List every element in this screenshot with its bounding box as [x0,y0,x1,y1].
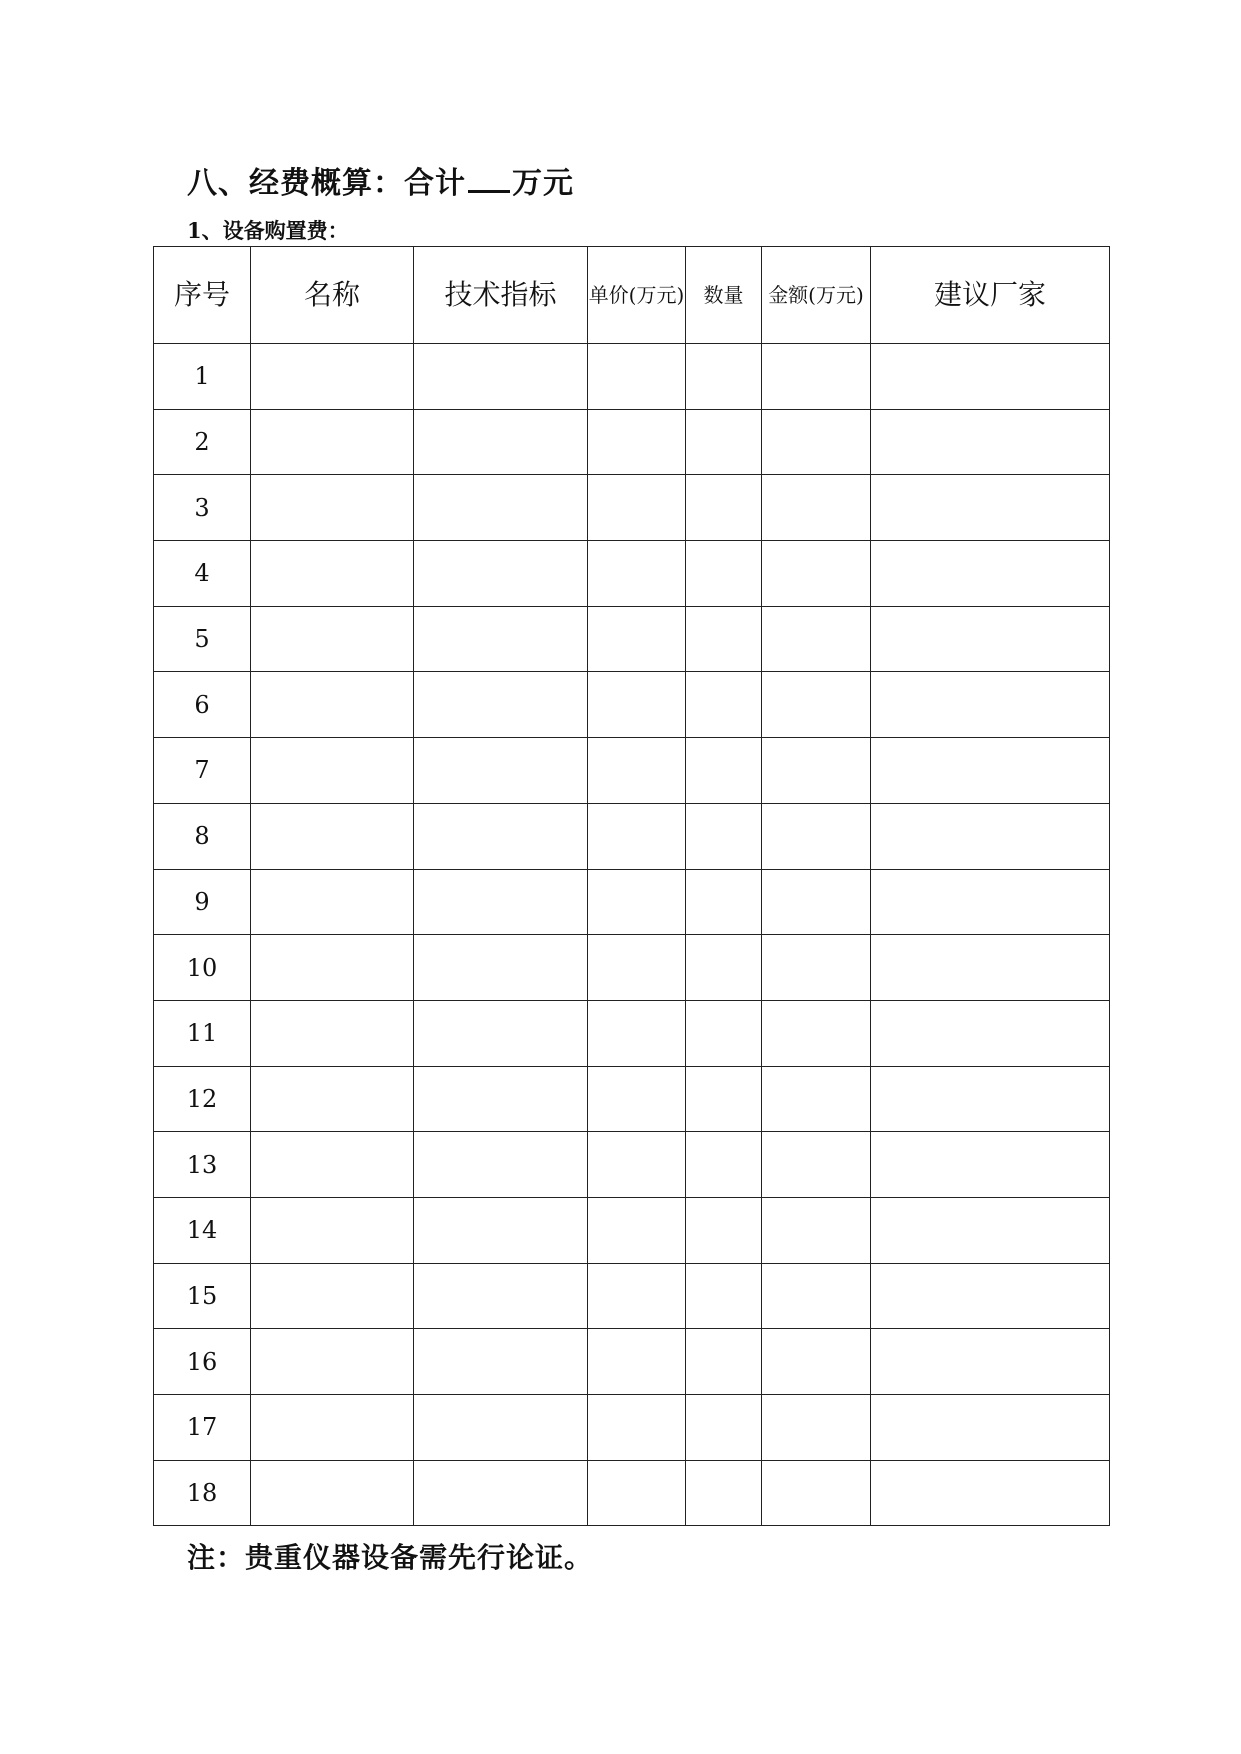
cell-name[interactable] [251,1066,414,1132]
cell-vendor[interactable] [871,1000,1110,1066]
cell-specs[interactable] [414,1000,588,1066]
cell-unit-price[interactable] [588,1132,686,1198]
cell-amount[interactable] [762,869,871,935]
cell-quantity[interactable] [686,1395,762,1461]
table-row [154,1000,1110,1066]
cell-vendor[interactable] [871,1263,1110,1329]
cell-name[interactable] [251,1197,414,1263]
cell-index: 12 [154,1066,251,1132]
cell-quantity[interactable] [686,1197,762,1263]
cell-index: 17 [154,1395,251,1461]
cell-unit-price[interactable] [588,1395,686,1461]
header-amount: 金额(万元) [762,247,871,344]
cell-vendor[interactable] [871,606,1110,672]
cell-vendor[interactable] [871,1395,1110,1461]
cell-name[interactable] [251,1132,414,1198]
table-row [154,803,1110,869]
cell-amount[interactable] [762,935,871,1001]
cell-specs[interactable] [414,1066,588,1132]
heading-prefix: 八、经费概算：合计 [187,166,466,201]
cell-specs[interactable] [414,541,588,607]
cell-amount[interactable] [762,541,871,607]
cell-index: 2 [154,409,251,475]
cell-specs[interactable] [414,606,588,672]
cell-amount[interactable] [762,1329,871,1395]
subsection-heading: 1、设备购置费： [187,218,349,243]
table-body [154,344,1110,1526]
cell-vendor[interactable] [871,869,1110,935]
cell-amount[interactable] [762,1395,871,1461]
cell-unit-price[interactable] [588,606,686,672]
cell-vendor[interactable] [871,738,1110,804]
cell-quantity[interactable] [686,935,762,1001]
cell-unit-price[interactable] [588,1066,686,1132]
cell-unit-price[interactable] [588,935,686,1001]
cell-vendor[interactable] [871,1197,1110,1263]
header-quantity: 数量 [686,247,762,344]
cell-index: 18 [154,1460,251,1526]
total-amount-blank [468,160,510,193]
cell-index: 3 [154,475,251,541]
equipment-purchase-table [153,246,1110,1526]
table-row [154,1197,1110,1263]
cell-name[interactable] [251,344,414,410]
cell-index: 11 [154,1000,251,1066]
cell-name[interactable] [251,409,414,475]
table-row [154,1132,1110,1198]
cell-name[interactable] [251,803,414,869]
cell-amount[interactable] [762,1066,871,1132]
cell-amount[interactable] [762,738,871,804]
cell-vendor[interactable] [871,803,1110,869]
cell-amount[interactable] [762,1132,871,1198]
cell-index: 6 [154,672,251,738]
cell-unit-price[interactable] [588,672,686,738]
cell-specs[interactable] [414,672,588,738]
cell-quantity[interactable] [686,1263,762,1329]
cell-vendor[interactable] [871,935,1110,1001]
table-row [154,738,1110,804]
cell-specs[interactable] [414,1197,588,1263]
cell-name[interactable] [251,869,414,935]
table-row [154,606,1110,672]
cell-quantity[interactable] [686,344,762,410]
cell-amount[interactable] [762,344,871,410]
cell-name[interactable] [251,606,414,672]
cell-specs[interactable] [414,803,588,869]
cell-quantity[interactable] [686,738,762,804]
table-row [154,869,1110,935]
cell-specs[interactable] [414,1460,588,1526]
cell-quantity[interactable] [686,803,762,869]
cell-unit-price[interactable] [588,541,686,607]
cell-name[interactable] [251,738,414,804]
cell-name[interactable] [251,672,414,738]
cell-vendor[interactable] [871,1132,1110,1198]
cell-quantity[interactable] [686,672,762,738]
cell-quantity[interactable] [686,1132,762,1198]
header-suggested-vendor: 建议厂家 [871,247,1110,344]
cell-unit-price[interactable] [588,738,686,804]
cell-quantity[interactable] [686,606,762,672]
cell-unit-price[interactable] [588,1460,686,1526]
cell-vendor[interactable] [871,1066,1110,1132]
cell-name[interactable] [251,1263,414,1329]
cell-specs[interactable] [414,409,588,475]
cell-name[interactable] [251,475,414,541]
table-row [154,1329,1110,1395]
header-name: 名称 [251,247,414,344]
cell-amount[interactable] [762,1263,871,1329]
table-row [154,1066,1110,1132]
cell-unit-price[interactable] [588,344,686,410]
table-row [154,344,1110,410]
cell-index: 4 [154,541,251,607]
cell-amount[interactable] [762,409,871,475]
heading-suffix: 万元 [512,166,574,201]
cell-specs[interactable] [414,869,588,935]
cell-specs[interactable] [414,1395,588,1461]
cell-vendor[interactable] [871,475,1110,541]
cell-unit-price[interactable] [588,1329,686,1395]
cell-name[interactable] [251,1329,414,1395]
cell-unit-price[interactable] [588,475,686,541]
table-row [154,475,1110,541]
cell-name[interactable] [251,1460,414,1526]
cell-unit-price[interactable] [588,409,686,475]
cell-quantity[interactable] [686,1000,762,1066]
cell-amount[interactable] [762,1460,871,1526]
cell-name[interactable] [251,541,414,607]
cell-index: 14 [154,1197,251,1263]
cell-index: 9 [154,869,251,935]
cell-index: 1 [154,344,251,410]
cell-name[interactable] [251,1000,414,1066]
cell-unit-price[interactable] [588,1197,686,1263]
cell-quantity[interactable] [686,1066,762,1132]
header-specs: 技术指标 [414,247,588,344]
table-row [154,541,1110,607]
cell-index: 5 [154,606,251,672]
cell-index: 13 [154,1132,251,1198]
cell-name[interactable] [251,1395,414,1461]
cell-amount[interactable] [762,1197,871,1263]
cell-vendor[interactable] [871,344,1110,410]
cell-specs[interactable] [414,1263,588,1329]
cell-index: 15 [154,1263,251,1329]
cell-specs[interactable] [414,344,588,410]
table-row [154,672,1110,738]
table-row [154,409,1110,475]
cell-index: 10 [154,935,251,1001]
cell-index: 16 [154,1329,251,1395]
table-row [154,935,1110,1001]
cell-quantity[interactable] [686,541,762,607]
table-row [154,1395,1110,1461]
cell-vendor[interactable] [871,672,1110,738]
footnote: 注：贵重仪器设备需先行论证。 [187,1541,594,1574]
cell-specs[interactable] [414,475,588,541]
cell-index: 8 [154,803,251,869]
cell-specs[interactable] [414,1329,588,1395]
section-heading [187,160,574,204]
table-row [154,1460,1110,1526]
cell-name[interactable] [251,935,414,1001]
table-header-row [154,247,1110,344]
cell-unit-price[interactable] [588,803,686,869]
cell-amount[interactable] [762,1000,871,1066]
cell-unit-price[interactable] [588,869,686,935]
header-index: 序号 [154,247,251,344]
cell-specs[interactable] [414,738,588,804]
table-row [154,1263,1110,1329]
cell-vendor[interactable] [871,409,1110,475]
cell-quantity[interactable] [686,475,762,541]
cell-quantity[interactable] [686,869,762,935]
cell-vendor[interactable] [871,1329,1110,1395]
cell-amount[interactable] [762,475,871,541]
cell-amount[interactable] [762,672,871,738]
cell-unit-price[interactable] [588,1263,686,1329]
cell-specs[interactable] [414,935,588,1001]
cell-unit-price[interactable] [588,1000,686,1066]
cell-quantity[interactable] [686,1329,762,1395]
cell-amount[interactable] [762,606,871,672]
cell-amount[interactable] [762,803,871,869]
header-unit-price: 单价(万元) [588,247,686,344]
cell-quantity[interactable] [686,1460,762,1526]
cell-vendor[interactable] [871,1460,1110,1526]
cell-specs[interactable] [414,1132,588,1198]
cell-quantity[interactable] [686,409,762,475]
cell-vendor[interactable] [871,541,1110,607]
cell-index: 7 [154,738,251,804]
